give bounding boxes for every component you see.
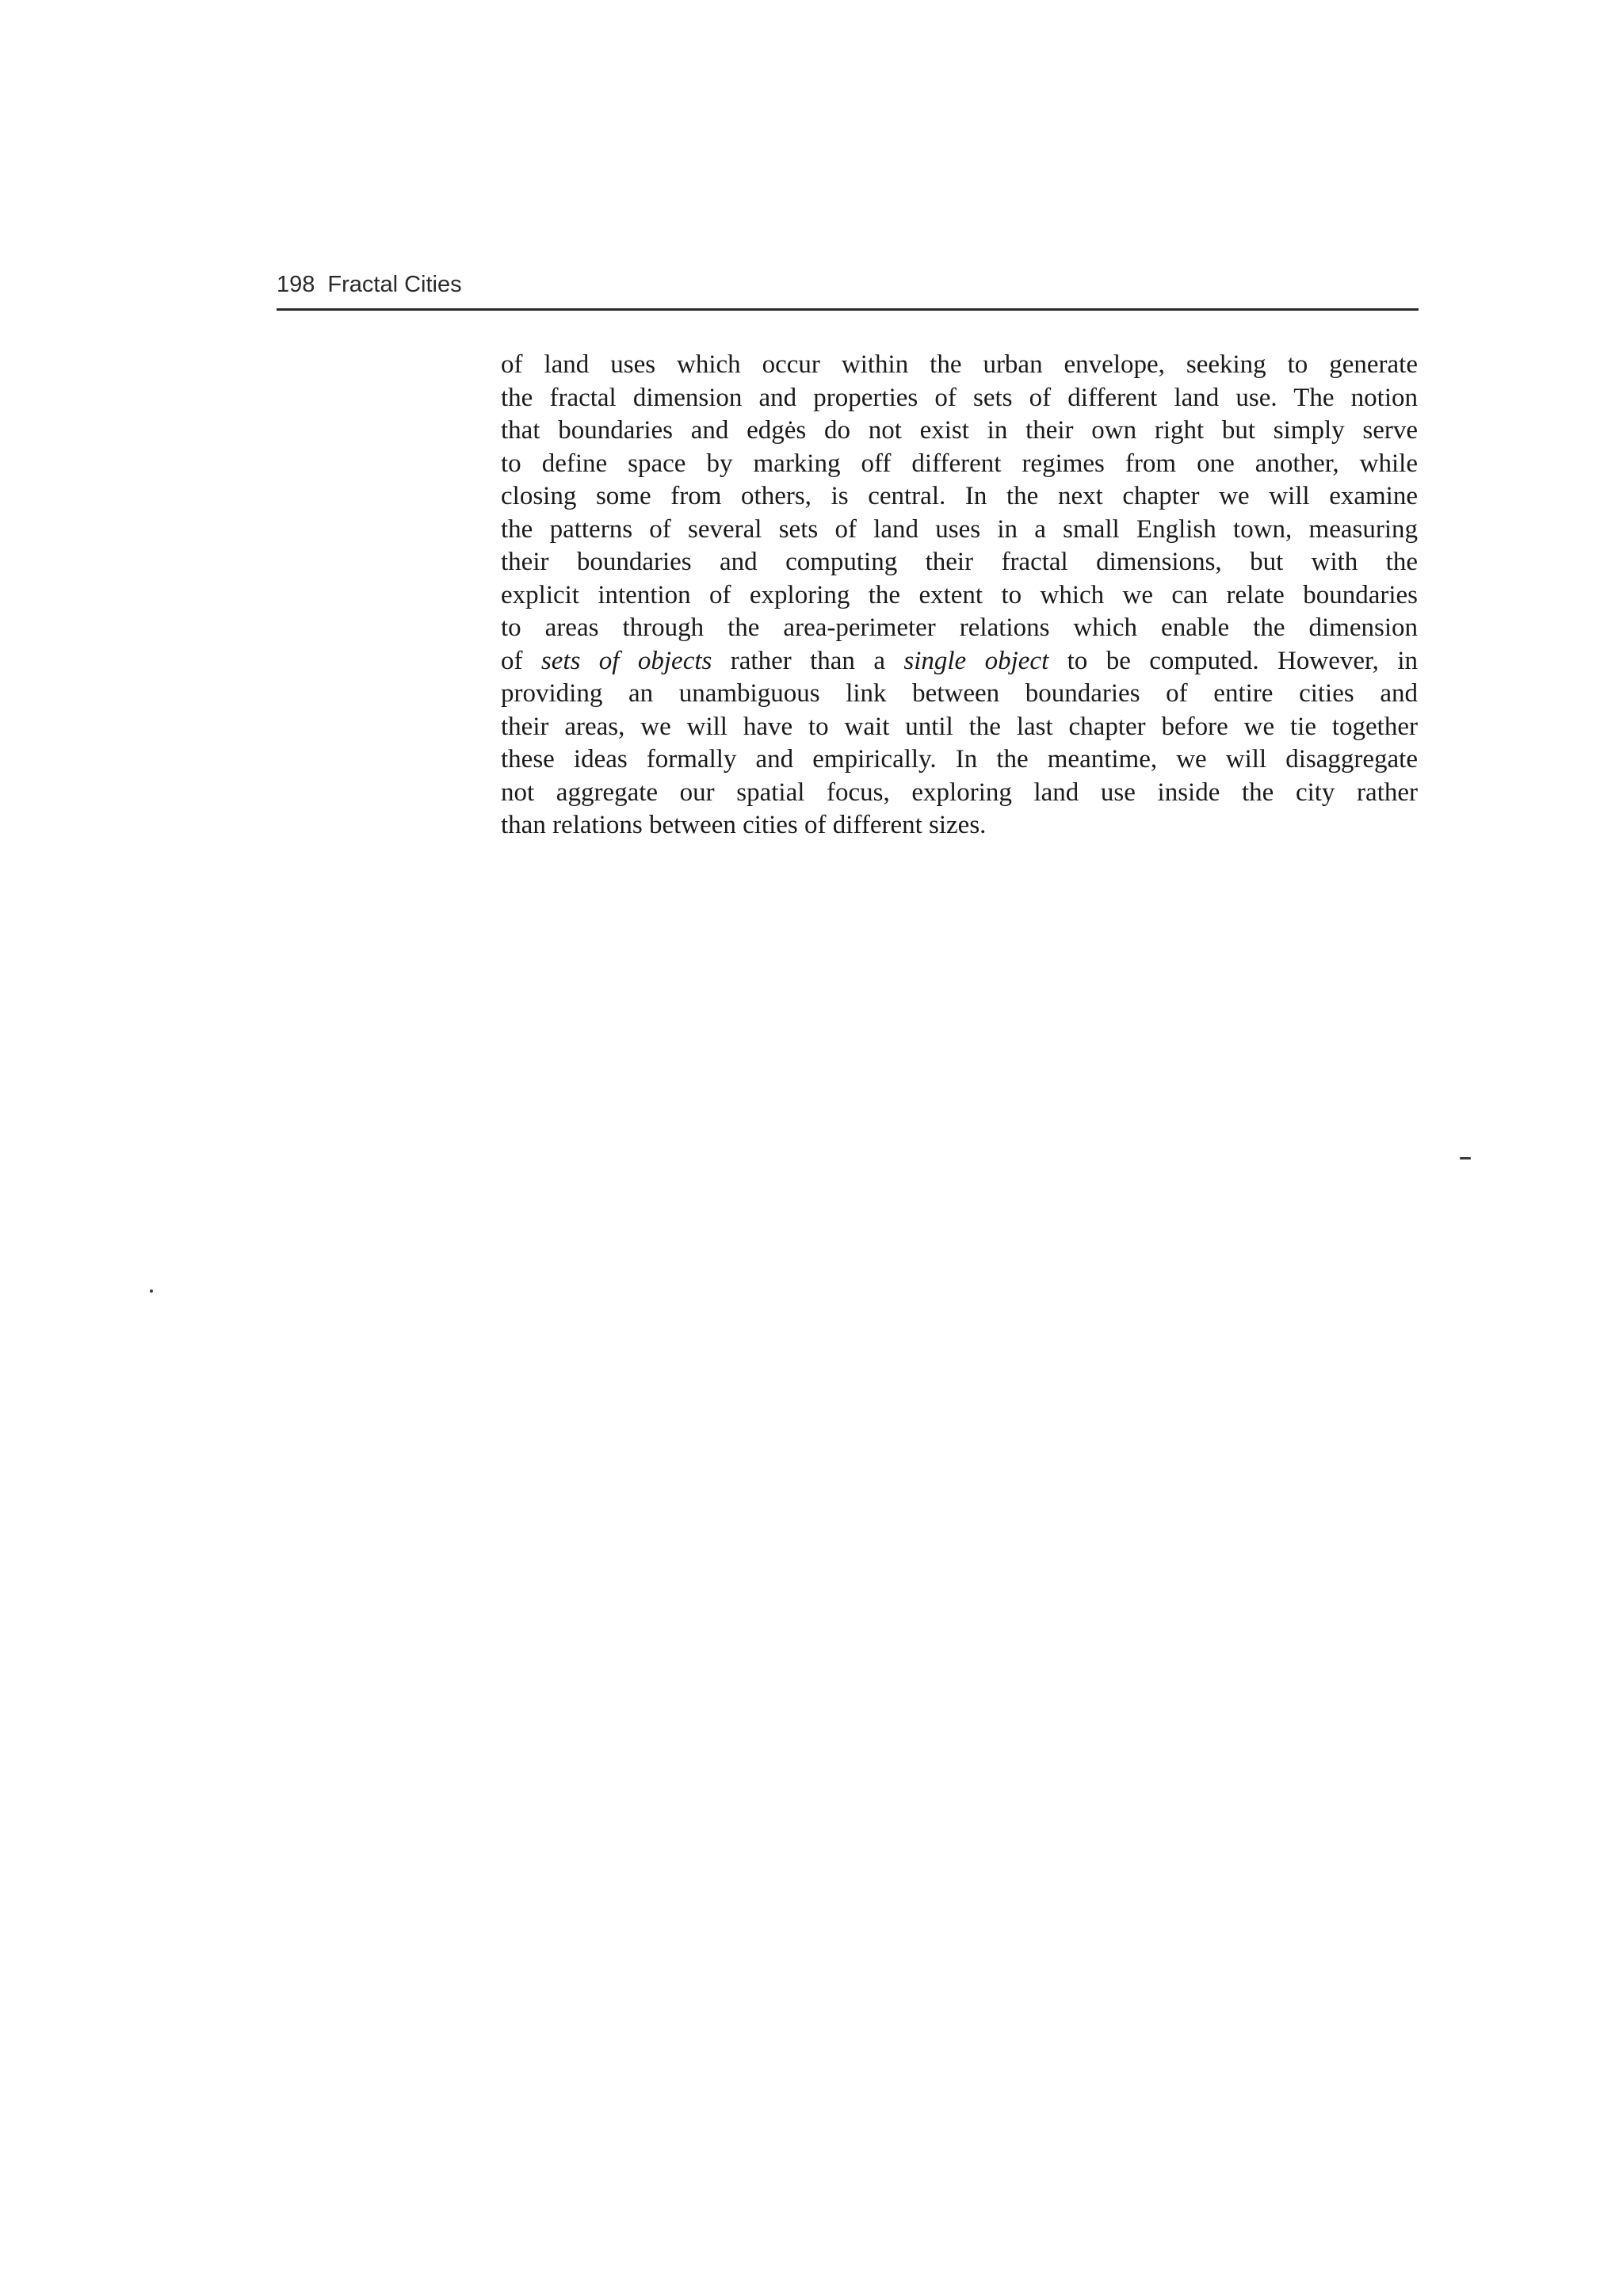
italic-term-sets-of-objects: sets of objects <box>540 646 712 675</box>
text-line: not aggregate our spatial focus, exploring land use inside the city rather <box>501 777 1418 807</box>
text-line: closing some from others, is central. In the next chapter we will examine <box>501 482 1418 510</box>
page-number: 198 <box>277 272 315 297</box>
text-line: providing an unambiguous link between boundaries of entire cities and <box>501 679 1418 708</box>
text-line: that boundaries and edgės do not exist in their own right but simply serve <box>501 416 1418 445</box>
text-line: these ideas formally and empirically. In the meantime, we will disaggregate <box>501 745 1418 774</box>
scan-speck <box>1460 1157 1471 1159</box>
text-line: to areas through the area-perimeter relations which enable the dimension <box>501 613 1418 642</box>
text-line-with-italics <box>501 645 1418 678</box>
text-line: their boundaries and computing their fractal dimensions, but with the <box>501 548 1418 576</box>
header-rule <box>277 308 1419 311</box>
text-fragment: of <box>501 646 541 675</box>
page-header <box>277 268 1419 301</box>
scan-speck <box>150 1289 153 1293</box>
text-line: the fractal dimension and properties of sets of different land use. The notion <box>501 383 1418 412</box>
body-paragraph <box>501 349 1418 842</box>
italic-term-single-object: single object <box>903 646 1049 675</box>
text-line-last: than relations between cities of different sizes. <box>501 811 987 839</box>
text-line: to define space by marking off different regimes from one another, while <box>501 449 1418 478</box>
running-title: Fractal Cities <box>327 272 462 297</box>
text-line: explicit intention of exploring the extent to which we can relate boundaries <box>501 580 1418 609</box>
text-fragment: rather than a <box>712 646 904 675</box>
text-fragment: to be computed. However, in <box>1048 646 1418 675</box>
text-line: their areas, we will have to wait until the last chapter before we tie together <box>501 712 1418 741</box>
text-line: the patterns of several sets of land uses in a small English town, measuring <box>501 514 1418 544</box>
text-line: of land uses which occur within the urban envelope, seeking to generate <box>501 350 1418 379</box>
